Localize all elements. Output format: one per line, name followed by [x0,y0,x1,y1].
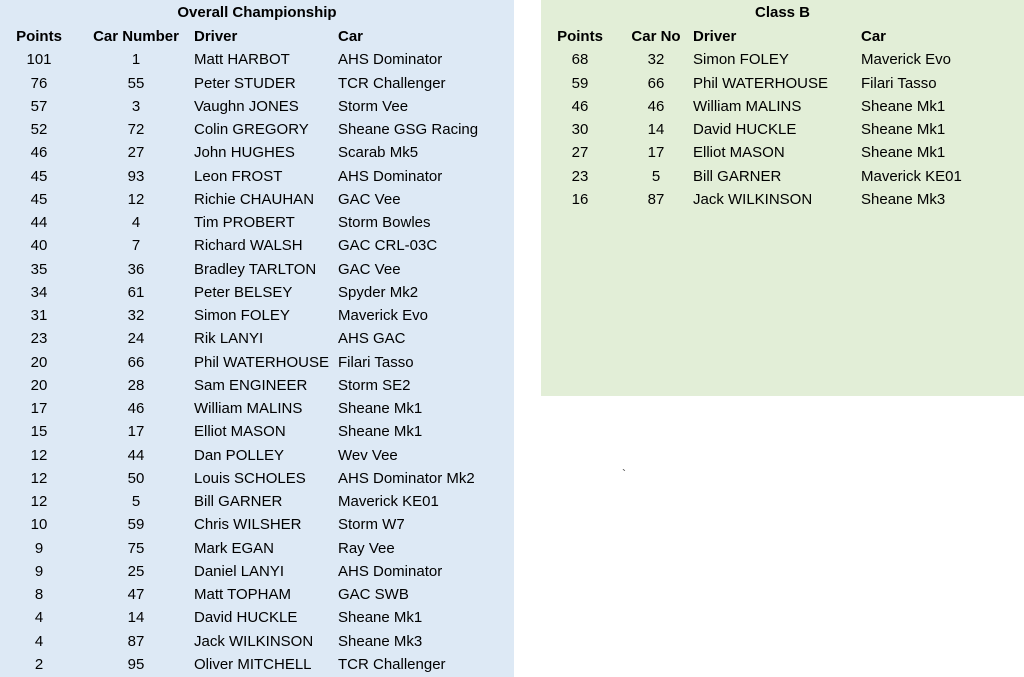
overall-car-cell: AHS Dominator [338,562,443,580]
overall-points-cell: 31 [30,307,48,325]
class-b-driver-cell: William MALINS [693,97,802,115]
overall-driver-cell: Matt TOPHAM [194,586,291,604]
overall-table-row [0,72,514,95]
class-b-header-driver: Driver [693,28,737,46]
overall-table-row [0,48,514,71]
overall-driver-cell: Dan POLLEY [194,446,285,464]
overall-car-cell: Sheane Mk1 [338,423,423,441]
overall-driver-cell: Tim PROBERT [194,214,295,232]
overall-driver-cell: Vaughn JONES [194,97,299,115]
overall-points-cell: 45 [30,167,48,185]
class-b-car-number-cell: 66 [647,74,665,92]
overall-table-row [0,630,514,653]
overall-driver-cell: Rik LANYI [194,330,264,348]
class-b-car-number-cell: 5 [651,167,661,185]
overall-driver-cell: Leon FROST [194,167,283,185]
class-b-table-row [541,141,1024,164]
overall-points-cell: 12 [30,493,48,511]
overall-driver-cell: Jack WILKINSON [194,632,314,650]
overall-car-number-cell: 55 [127,74,145,92]
class-b-points-cell: 23 [571,167,589,185]
overall-car-cell: Wev Vee [338,446,398,464]
overall-table-row [0,165,514,188]
overall-table-row [0,351,514,374]
overall-car-cell: Maverick Evo [338,307,429,325]
overall-driver-cell: Peter BELSEY [194,283,293,301]
class-b-car-number-cell: 14 [647,121,665,139]
overall-driver-cell: Peter STUDER [194,74,296,92]
overall-car-number-cell: 59 [127,516,145,534]
overall-points-cell: 40 [30,237,48,255]
overall-table-row [0,141,514,164]
overall-driver-cell: Colin GREGORY [194,121,309,139]
overall-table-row [0,118,514,141]
overall-driver-cell: Chris WILSHER [194,516,302,534]
overall-header-row [0,25,514,48]
class-b-table-row [541,118,1024,141]
class-b-car-cell: Sheane Mk1 [861,144,946,162]
overall-car-number-cell: 47 [127,586,145,604]
overall-car-cell: Ray Vee [338,539,395,557]
overall-points-cell: 101 [26,51,52,69]
overall-header-car-number: Car Number [93,28,179,46]
class-b-points-cell: 27 [571,144,589,162]
overall-table-row [0,374,514,397]
overall-table-row [0,397,514,420]
overall-car-cell: TCR Challenger [338,655,446,673]
overall-car-number-cell: 24 [127,330,145,348]
overall-points-cell: 9 [34,539,44,557]
overall-points-cell: 20 [30,353,48,371]
overall-table-row [0,420,514,443]
class-b-points-cell: 68 [571,51,589,69]
overall-driver-cell: Phil WATERHOUSE [194,353,330,371]
overall-header-car: Car [338,28,364,46]
overall-car-cell: Sheane Mk3 [338,632,423,650]
overall-car-cell: Maverick KE01 [338,493,439,511]
overall-points-cell: 9 [34,562,44,580]
class-b-table-row [541,95,1024,118]
overall-points-cell: 44 [30,214,48,232]
overall-points-cell: 76 [30,74,48,92]
class-b-points-cell: 16 [571,190,589,208]
overall-car-cell: Sheane Mk1 [338,609,423,627]
overall-driver-cell: Sam ENGINEER [194,376,308,394]
class-b-car-number-cell: 46 [647,97,665,115]
overall-car-cell: AHS Dominator [338,167,443,185]
overall-driver-cell: Louis SCHOLES [194,469,306,487]
class-b-points-cell: 46 [571,97,589,115]
class-b-car-cell: Maverick KE01 [861,167,962,185]
class-b-header-points: Points [557,28,603,46]
overall-table-row [0,281,514,304]
overall-car-cell: GAC Vee [338,260,401,278]
overall-points-cell: 4 [34,632,44,650]
class-b-table-body [541,48,1024,211]
overall-points-cell: 12 [30,446,48,464]
class-b-car-cell: Maverick Evo [861,51,952,69]
overall-table-row [0,560,514,583]
overall-car-cell: Storm Bowles [338,214,431,232]
overall-points-cell: 35 [30,260,48,278]
overall-table-row [0,490,514,513]
overall-car-number-cell: 3 [131,97,141,115]
overall-car-number-cell: 28 [127,376,145,394]
overall-car-number-cell: 36 [127,260,145,278]
overall-table-row [0,606,514,629]
overall-driver-cell: Richie CHAUHAN [194,190,315,208]
overall-table-row [0,188,514,211]
overall-points-cell: 2 [34,655,44,673]
overall-points-cell: 20 [30,376,48,394]
class-b-car-cell: Sheane Mk1 [861,121,946,139]
overall-car-number-cell: 87 [127,632,145,650]
overall-driver-cell: Simon FOLEY [194,307,290,325]
class-b-table-row [541,72,1024,95]
overall-car-cell: GAC CRL-03C [338,237,438,255]
overall-points-cell: 46 [30,144,48,162]
overall-table-row [0,513,514,536]
overall-car-cell: GAC SWB [338,586,409,604]
overall-car-number-cell: 14 [127,609,145,627]
overall-car-number-cell: 50 [127,469,145,487]
overall-points-cell: 15 [30,423,48,441]
overall-car-cell: AHS Dominator Mk2 [338,469,475,487]
overall-table-row [0,95,514,118]
overall-car-number-cell: 46 [127,400,145,418]
overall-driver-cell: John HUGHES [194,144,295,162]
overall-driver-cell: Daniel LANYI [194,562,285,580]
overall-header-driver: Driver [194,28,238,46]
class-b-car-cell: Filari Tasso [861,74,937,92]
overall-car-cell: Storm Vee [338,97,409,115]
overall-table-row [0,258,514,281]
class-b-car-number-cell: 87 [647,190,665,208]
class-b-driver-cell: Simon FOLEY [693,51,789,69]
overall-driver-cell: Bill GARNER [194,493,283,511]
overall-points-cell: 10 [30,516,48,534]
overall-table-row [0,537,514,560]
class-b-panel [541,0,1024,396]
overall-car-number-cell: 12 [127,190,145,208]
overall-car-number-cell: 17 [127,423,145,441]
overall-driver-cell: William MALINS [194,400,303,418]
overall-car-number-cell: 66 [127,353,145,371]
overall-table-body [0,48,514,676]
class-b-table-row [541,48,1024,71]
overall-championship-title: Overall Championship [177,4,337,21]
overall-points-cell: 23 [30,330,48,348]
overall-points-cell: 12 [30,469,48,487]
class-b-header-car-no: Car No [631,28,681,46]
overall-car-cell: TCR Challenger [338,74,446,92]
class-b-header-row [541,25,1024,48]
class-b-table-row [541,165,1024,188]
overall-table-row [0,583,514,606]
overall-table-row [0,653,514,676]
overall-car-number-cell: 72 [127,121,145,139]
overall-table-row [0,444,514,467]
class-b-title: Class B [754,4,811,21]
overall-table-row [0,211,514,234]
overall-car-cell: Spyder Mk2 [338,283,419,301]
overall-points-cell: 8 [34,586,44,604]
class-b-points-cell: 30 [571,121,589,139]
overall-car-number-cell: 5 [131,493,141,511]
overall-table-row [0,327,514,350]
class-b-car-cell: Sheane Mk3 [861,190,946,208]
overall-car-cell: Scarab Mk5 [338,144,419,162]
overall-car-cell: AHS GAC [338,330,406,348]
class-b-driver-cell: Elliot MASON [693,144,785,162]
overall-car-cell: Filari Tasso [338,353,414,371]
overall-driver-cell: David HUCKLE [194,609,298,627]
overall-table-row [0,234,514,257]
overall-points-cell: 4 [34,609,44,627]
overall-car-number-cell: 32 [127,307,145,325]
class-b-table-row [541,188,1024,211]
overall-car-cell: AHS Dominator [338,51,443,69]
overall-car-number-cell: 7 [131,237,141,255]
overall-points-cell: 45 [30,190,48,208]
overall-driver-cell: Bradley TARLTON [194,260,317,278]
overall-table-row [0,467,514,490]
class-b-driver-cell: Jack WILKINSON [693,190,813,208]
overall-table-row [0,304,514,327]
class-b-car-number-cell: 32 [647,51,665,69]
class-b-car-cell: Sheane Mk1 [861,97,946,115]
overall-car-cell: GAC Vee [338,190,401,208]
class-b-table [541,25,1024,211]
overall-car-number-cell: 1 [131,51,141,69]
overall-car-number-cell: 93 [127,167,145,185]
class-b-header-car: Car [861,28,887,46]
overall-driver-cell: Oliver MITCHELL [194,655,312,673]
overall-driver-cell: Elliot MASON [194,423,286,441]
stray-backtick-mark: ` [622,467,626,481]
overall-car-cell: Storm W7 [338,516,405,534]
class-b-driver-cell: Phil WATERHOUSE [693,74,829,92]
overall-car-cell: Sheane GSG Racing [338,121,479,139]
overall-driver-cell: Mark EGAN [194,539,275,557]
overall-points-cell: 17 [30,400,48,418]
overall-driver-cell: Richard WALSH [194,237,303,255]
overall-championship-table [0,25,514,676]
overall-car-number-cell: 44 [127,446,145,464]
overall-car-number-cell: 61 [127,283,145,301]
class-b-driver-cell: Bill GARNER [693,167,782,185]
overall-car-number-cell: 4 [131,214,141,232]
class-b-car-number-cell: 17 [647,144,665,162]
overall-car-number-cell: 25 [127,562,145,580]
overall-car-cell: Storm SE2 [338,376,411,394]
overall-header-points: Points [16,28,62,46]
overall-driver-cell: Matt HARBOT [194,51,290,69]
class-b-points-cell: 59 [571,74,589,92]
overall-car-number-cell: 75 [127,539,145,557]
overall-car-cell: Sheane Mk1 [338,400,423,418]
class-b-driver-cell: David HUCKLE [693,121,797,139]
overall-car-number-cell: 95 [127,655,145,673]
overall-points-cell: 34 [30,283,48,301]
overall-points-cell: 57 [30,97,48,115]
overall-car-number-cell: 27 [127,144,145,162]
overall-points-cell: 52 [30,121,48,139]
